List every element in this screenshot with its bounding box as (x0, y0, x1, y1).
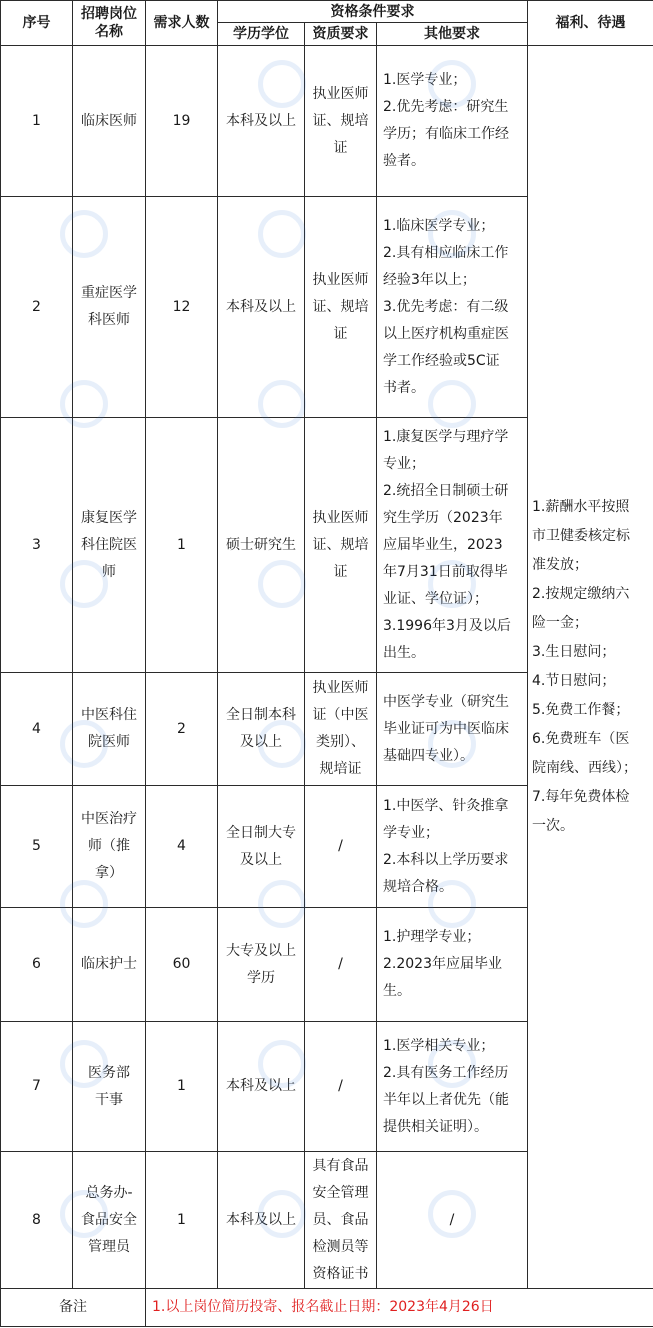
cell-seq: 8 (1, 1152, 73, 1289)
cell-cert-line: / (338, 1078, 343, 1094)
table-body (1, 46, 653, 1289)
welfare-line: 1.薪酬水平按照 (532, 499, 630, 515)
cell-cert-line: 执业医师 (312, 85, 369, 102)
cell-other-line: 业证、学位证）； (383, 590, 488, 607)
cell-cert-line: 具有食品 (312, 1157, 369, 1174)
cell-other-line: 3.优先考虑：有二级 (383, 298, 509, 315)
cell-other-line: 1.中医学、针灸推拿 (383, 797, 509, 814)
cell-edu-line: 本科及以上 (226, 1211, 296, 1228)
cell-cert-line: 员、食品 (312, 1211, 369, 1228)
header-position-line: 名称 (95, 24, 123, 40)
cell-other-line: 书者。 (383, 379, 425, 396)
cell-position-line: 拿） (95, 865, 123, 881)
welfare-line: 险一金； (532, 615, 589, 631)
cell-edu-line: 学历 (247, 969, 275, 986)
welfare-line: 4.节日慰问； (532, 673, 616, 689)
cell-count: 19 (146, 46, 218, 197)
welfare-line: 准发放； (532, 557, 589, 573)
cell-position (73, 673, 146, 786)
cell-position (73, 46, 146, 197)
welfare-line: 3.生日慰问； (532, 644, 616, 660)
cell-other (377, 197, 528, 418)
cell-edu (218, 786, 305, 908)
cell-count: 4 (146, 786, 218, 908)
cell-other-line: 验者。 (383, 153, 425, 169)
header-qualification: 资格条件要求 (218, 1, 528, 23)
cell-cert-line: 规培证 (319, 761, 362, 777)
cell-position-line: 临床护士 (81, 956, 137, 972)
cell-cert (305, 46, 377, 197)
cell-edu-line: 硕士研究生 (226, 536, 296, 553)
cell-seq: 1 (1, 46, 73, 197)
cell-seq: 3 (1, 418, 73, 673)
header-edu: 学历学位 (218, 23, 305, 46)
cell-cert-line: 证 (333, 139, 348, 156)
cell-other-line: 2.优先考虑：研究生 (383, 99, 509, 115)
cell-cert-line: 证（中医 (312, 707, 369, 723)
cell-other-line: 学专业； (383, 824, 439, 841)
cell-edu-line: 及以上 (240, 734, 282, 750)
cell-count: 12 (146, 197, 218, 418)
cell-cert-line: 证 (333, 563, 348, 580)
cell-edu (218, 1152, 305, 1289)
cell-other-line: 出生。 (383, 644, 425, 661)
header-seq: 序号 (1, 1, 73, 46)
cell-other-line: 2.具有相应临床工作 (383, 244, 509, 261)
cell-position (73, 197, 146, 418)
cell-position-line: 食品安全 (81, 1211, 137, 1228)
cell-edu-line: 大专及以上 (226, 942, 296, 959)
table-row (1, 46, 653, 197)
cell-position (73, 786, 146, 908)
welfare-line: 6.免费班车（医 (532, 731, 630, 747)
cell-other (377, 1152, 528, 1289)
cell-edu (218, 197, 305, 418)
cell-edu-line: 全日制本科 (226, 707, 296, 723)
cell-position-line: 管理员 (88, 1238, 130, 1255)
cell-cert (305, 1152, 377, 1289)
cell-edu-line: 全日制大专 (226, 824, 296, 841)
cell-welfare (528, 46, 653, 1289)
cell-seq: 6 (1, 908, 73, 1022)
cell-cert-line: 执业医师 (312, 271, 369, 288)
cell-cert-line: 安全管理 (312, 1184, 369, 1201)
cell-count: 60 (146, 908, 218, 1022)
cell-cert-line: 执业医师 (312, 680, 369, 696)
cell-cert (305, 786, 377, 908)
cell-count: 1 (146, 418, 218, 673)
cell-other-line: 规培合格。 (383, 878, 453, 895)
cell-position-line: 科医师 (88, 312, 130, 328)
cell-other-line: 1.护理学专业； (383, 929, 481, 945)
cell-cert-line: / (338, 838, 343, 854)
cell-cert (305, 673, 377, 786)
cell-other-line: 半年以上者优先（能 (383, 1091, 509, 1108)
cell-other (377, 418, 528, 673)
welfare-line: 市卫健委核定标 (532, 528, 631, 544)
cell-cert-line: 类别）、 (316, 734, 365, 750)
welfare-line: 5.免费工作餐； (532, 702, 630, 718)
cell-cert (305, 1022, 377, 1152)
cell-other-line: 1.医学专业； (383, 72, 467, 88)
header-cert: 资质要求 (305, 23, 377, 46)
cell-position-line: 中医科住 (81, 707, 137, 723)
header-position-line: 招聘岗位 (81, 6, 137, 22)
cell-other-line: 2.2023年应届毕业 (383, 956, 502, 972)
cell-position (73, 1022, 146, 1152)
cell-position (73, 908, 146, 1022)
cell-other (377, 786, 528, 908)
cell-other-line: 1.临床医学专业； (383, 217, 495, 234)
cell-other-line: 学历；有临床工作经 (383, 126, 509, 142)
cell-edu (218, 1022, 305, 1152)
cell-edu (218, 418, 305, 673)
cell-position (73, 1152, 146, 1289)
cell-cert-line: 证、规培 (312, 112, 369, 129)
welfare-line: 院南线、西线）； (532, 760, 638, 776)
header-welfare: 福利、待遇 (528, 1, 653, 46)
header-other: 其他要求 (377, 23, 528, 46)
cell-cert (305, 908, 377, 1022)
cell-cert-line: 证 (333, 325, 348, 342)
cell-other (377, 46, 528, 197)
cell-count: 1 (146, 1152, 218, 1289)
cell-other (377, 1022, 528, 1152)
cell-count: 2 (146, 673, 218, 786)
welfare-line: 一次。 (532, 818, 575, 834)
cell-position-line: 师（推 (88, 838, 130, 854)
cell-other-line: 1.医学相关专业； (383, 1037, 495, 1054)
cell-edu (218, 673, 305, 786)
cell-count: 1 (146, 1022, 218, 1152)
cell-other-line: 专业； (383, 455, 425, 472)
cell-edu (218, 46, 305, 197)
cell-edu-line: 本科及以上 (226, 112, 296, 129)
cell-other-line: 3.1996年3月及以后 (383, 617, 511, 634)
cell-position-line: 康复医学 (81, 509, 137, 526)
cell-cert-line: 资格证书 (312, 1265, 369, 1282)
cell-cert-line: 检测员等 (312, 1238, 369, 1255)
cell-cert-line: / (338, 956, 343, 972)
cell-other (377, 673, 528, 786)
cell-position-line: 师 (102, 563, 116, 580)
cell-other-line: 中医学专业（研究生 (383, 693, 509, 710)
cell-position (73, 418, 146, 673)
note-text: 1.以上岗位简历投寄、报名截止日期：2023年4月26日 (146, 1289, 653, 1327)
cell-other-line: 生。 (383, 983, 411, 999)
cell-other-line: 应届毕业生，2023 (383, 536, 503, 553)
cell-other-line: 学工作经验或5C证 (383, 352, 500, 369)
cell-edu-line: 本科及以上 (226, 1078, 296, 1094)
welfare-line: 2.按规定缴纳六 (532, 586, 630, 602)
cell-seq: 2 (1, 197, 73, 418)
cell-other-line: 基础四专业）。 (383, 747, 474, 764)
note-label: 备注 (1, 1289, 146, 1327)
cell-seq: 7 (1, 1022, 73, 1152)
cell-position-line: 临床医师 (81, 112, 137, 129)
cell-other-line: 毕业证可为中医临床 (383, 720, 509, 737)
cell-other-line: / (449, 1211, 455, 1228)
cell-other-line: 2.具有医务工作经历 (383, 1064, 509, 1081)
cell-position-line: 重症医学 (81, 285, 137, 301)
cell-other-line: 1.康复医学与理疗学 (383, 428, 509, 445)
cell-other-line: 以上医疗机构重症医 (383, 325, 509, 342)
cell-other-line: 提供相关证明）。 (383, 1118, 488, 1135)
cell-position-line: 医务部 (88, 1064, 130, 1081)
cell-other-line: 年7月31日前取得毕 (383, 563, 508, 580)
cell-edu-line: 本科及以上 (226, 298, 296, 315)
cell-edu (218, 908, 305, 1022)
cell-position-line: 院医师 (88, 734, 130, 750)
welfare-line: 7.每年免费体检 (532, 789, 630, 805)
cell-cert (305, 197, 377, 418)
cell-other (377, 908, 528, 1022)
cell-other-line: 经验3年以上； (383, 271, 476, 288)
cell-seq: 5 (1, 786, 73, 908)
header-count: 需求人数 (146, 1, 218, 46)
cell-position-line: 干事 (95, 1091, 123, 1108)
cell-cert-line: 证、规培 (312, 536, 369, 553)
cell-cert (305, 418, 377, 673)
cell-edu-line: 及以上 (240, 851, 282, 868)
cell-other-line: 究生学历（2023年 (383, 509, 503, 526)
cell-cert-line: 证、规培 (312, 298, 369, 315)
cell-position-line: 中医治疗 (81, 811, 137, 827)
header-position (73, 1, 146, 46)
cell-other-line: 2.本科以上学历要求 (383, 851, 509, 868)
cell-other-line: 2.统招全日制硕士研 (383, 482, 509, 499)
cell-seq: 4 (1, 673, 73, 786)
cell-position-line: 总务办- (85, 1184, 133, 1201)
cell-cert-line: 执业医师 (312, 509, 369, 526)
cell-position-line: 科住院医 (81, 536, 137, 553)
